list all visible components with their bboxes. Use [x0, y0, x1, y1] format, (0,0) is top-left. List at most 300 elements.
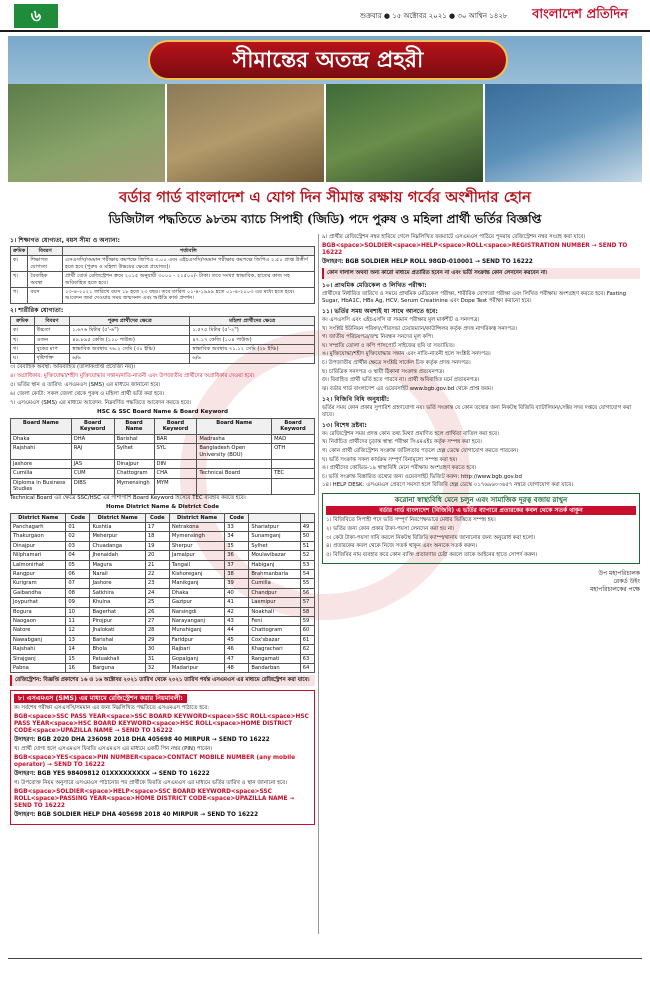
- table-header: ক্রমিক: [11, 316, 35, 325]
- table-cell: 64: [300, 664, 314, 673]
- table-cell: Manikganj: [169, 579, 224, 588]
- table-cell: 55: [300, 579, 314, 588]
- table-cell: 01: [66, 522, 90, 531]
- table-cell: 18: [145, 532, 169, 541]
- list-item: ঙ। মুক্তিযোদ্ধা/শহীদ মুক্তিযোদ্ধার সন্তান এবং নাতি-নাতনী হলে সংশ্লিষ্ট সনদপত্র।: [322, 351, 491, 358]
- table-row: [11, 541, 315, 550]
- table-row: [11, 354, 315, 363]
- table-cell: 49: [300, 522, 314, 531]
- table-cell: Sylhet: [249, 541, 300, 550]
- note-sms: ৭। এসএমএস (SMS) এর মাধ্যমে আবেদন: নিম্নবর্ণিত পদ্ধতিতে আবেদন করতে হবে।: [10, 399, 191, 406]
- table-cell: 13: [66, 635, 90, 644]
- section-12-text: ভর্তির সময় কোন প্রকার সুপারিশ গ্রহণযোগ্য নয়। ভর্তি সংক্রান্ত যে কোন তথ্যের জন্য নিকটস্থ বিজিবি ব্যাটালিয়ন/সেক্টর সদর দপ্তরে যোগাযোগ করা যাবে।: [322, 404, 632, 418]
- table-cell: Patuakhali: [90, 654, 145, 663]
- banner-photo-helicopter: [8, 84, 167, 182]
- table-cell: 45: [225, 635, 249, 644]
- note-place: ৫। ভর্তির স্থান ও তারিখ: এসএমএস (SMS) এর মাধ্যমে জানানো হবে।: [10, 381, 161, 388]
- table-cell: এসএসসি/সমমান পরীক্ষায় কমপক্ষে জিপিএ ৩.০০ এবং এইচএসসি/সমমান পরীক্ষায় কমপক্ষে জিপিএ ২.৫০ প্রাপ্ত উত্তীর্ণ হতে হবে (পুরুষ ও মহিলা উভয়ের ক্ষেত্রে প্রযোজ্য)।: [63, 256, 315, 272]
- table-cell: ৬/৬: [190, 354, 315, 363]
- table-header: মহিলা প্রার্থীদের ক্ষেত্রে: [190, 316, 315, 325]
- table-row: [11, 478, 315, 494]
- list-item: ক। রেজিস্ট্রেশন সময় প্রদত্ত কোন তথ্য মিথ্যা প্রমাণিত হলে প্রার্থিতা বাতিল করা হবে।: [322, 430, 499, 437]
- table-cell: Bhola: [90, 645, 145, 654]
- table-row: [11, 532, 315, 541]
- table-cell: 40: [225, 588, 249, 597]
- date-line: শুক্রবার ● ১৫ অক্টোবর ২০২১ ● ৩০ আশ্বিন ১৪২৮: [360, 12, 508, 20]
- table-cell: Jashore: [11, 459, 72, 468]
- table-cell: Gaibandha: [11, 588, 66, 597]
- section-12-title: ১২। বিজিবি বিধি অনুযায়ী:: [322, 395, 390, 403]
- table-cell: Jashore: [90, 579, 145, 588]
- table-cell: 52: [300, 551, 314, 560]
- table-header: Code: [225, 513, 249, 522]
- table-cell: গ।: [11, 345, 35, 354]
- table-cell: 02: [66, 532, 90, 541]
- table-cell: CUM: [71, 469, 114, 478]
- banner-photo-strip: [8, 84, 642, 182]
- banner-photo-boat: [485, 84, 642, 182]
- list-item: ৫। বিজিবির নাম ব্যবহার করে কোন ব্যক্তি প্রতারণার চেষ্টা করলে তাকে আইনের হাতে সোপর্দ করুন।: [326, 551, 538, 558]
- table-cell: 16: [66, 664, 90, 673]
- table-header: Board Name: [197, 418, 272, 434]
- fraud-warning: কোন দালাল অথবা অন্য কারো মাধ্যমে প্রতারিত হবেন না এবং ভর্তি সংক্রান্ত কোন লেনদেন করবেন না।: [322, 268, 640, 279]
- table-cell: Gopalganj: [169, 654, 224, 663]
- section-13-title: ১৩। বিশেষ দ্রষ্টব্য:: [322, 421, 367, 429]
- note-marital: ৩। বৈবাহিক অবস্থা: অবিবাহিত (তালাকপ্রাপ্ত প্রযোজ্য নয়)।: [10, 363, 136, 370]
- table-cell: 62: [300, 645, 314, 654]
- banner-photo-vehicles: [167, 84, 326, 182]
- table-cell: 07: [66, 579, 90, 588]
- table-cell: 21: [145, 560, 169, 569]
- list-item: ছ। চারিত্রিক সনদপত্র ও স্থায়ী ঠিকানা সংক্রান্ত প্রত্যয়নপত্র।: [322, 368, 445, 375]
- table-cell: খ।: [11, 272, 28, 288]
- table-cell: Rajshahi: [11, 444, 72, 460]
- table-row: [11, 459, 315, 468]
- table-cell: Cumilla: [249, 579, 300, 588]
- board-keyword-table: [10, 418, 315, 495]
- table-cell: Tangail: [169, 560, 224, 569]
- board-note: Technical Board এর ক্ষেত্রে SSC/HSC এর পাশাপাশি Board Keyword হিসেবে TEC ব্যবহার করতে হবে।: [10, 494, 246, 501]
- table-cell: Magura: [90, 560, 145, 569]
- sms-example: উদাহরণ: BGB 2020 DHA 236098 2018 DHA 405698 40 MIRPUR → SEND TO 16222: [14, 737, 270, 744]
- section-11-title: ১১। ভর্তির সময় অবশ্যই যা সাথে আনতে হবে:: [322, 308, 438, 315]
- table-cell: 10: [66, 607, 90, 616]
- banner-photo-soldiers: [326, 84, 485, 182]
- corona-notice: [322, 493, 640, 564]
- sms-title: ৮। এসএমএস (SMS) এর মাধ্যমে রেজিস্ট্রেশন করার নিয়মাবলী:: [14, 694, 187, 703]
- list-item: জ। বিবাহিত প্রার্থী ভর্তি হতে পারবে না। প্রার্থী অবিবাহিত মর্মে প্রত্যয়নপত্র।: [322, 377, 480, 384]
- table-row: [11, 626, 315, 635]
- table-cell: Joypurhat: [11, 598, 66, 607]
- table-cell: বুকের মাপ: [34, 345, 70, 354]
- table-row: [11, 588, 315, 597]
- list-item: খ। সংশ্লিষ্ট ইউনিয়ন পরিষদ/পৌরসভা চেয়ারম্যান/কাউন্সিলর কর্তৃক প্রদত্ত নাগরিকত্ব সনদপত্র।: [322, 325, 517, 332]
- table-cell: ঘ।: [11, 354, 35, 363]
- table-cell: ৬/৬: [70, 354, 190, 363]
- table-cell: Dinajpur: [114, 459, 154, 468]
- table-cell: SYL: [154, 444, 197, 460]
- table-cell: Rangpur: [11, 569, 66, 578]
- right-column: [322, 234, 640, 954]
- note-quota: ৬। জেলা কোটা: সকল জেলা থেকে পুরুষ ও মহিলা প্রার্থী ভর্তি করা হবে।: [10, 390, 165, 397]
- table-cell: 23: [145, 579, 169, 588]
- table-cell: Meherpur: [90, 532, 145, 541]
- table-cell: 39: [225, 579, 249, 588]
- table-cell: 58: [300, 607, 314, 616]
- table-cell: Mymensingh: [169, 532, 224, 541]
- table-cell: Munshiganj: [169, 626, 224, 635]
- table-cell: Rajshahi: [11, 645, 66, 654]
- table-cell: ১৩-৪-২০২১ তারিখে বয়স ১৮ হতে ২৩ বছর। তবে তারিখ ০১-৪-১৯৯৯ হতে ০১-৪-২০০৩ এর মধ্যে হতে হবে। আবেদন জমা দেওয়ার সময় জন্মসনদ এবং আইডি কার্ড প্রদর্শন।: [63, 288, 315, 304]
- table-cell: [272, 478, 315, 494]
- table-cell: স্বাভাবিক অবস্থায় ৭৬.২ সেমি (৩০ ইঞ্চি): [70, 345, 190, 354]
- table-cell: 14: [66, 645, 90, 654]
- sms-instructions: [10, 690, 315, 825]
- table-cell: বয়স: [28, 288, 63, 304]
- table-cell: Pirojpur: [90, 617, 145, 626]
- table-cell: 51: [300, 541, 314, 550]
- table-cell: 26: [145, 607, 169, 616]
- sms-format: BGB<space>SOLDIER<space>HELP<space>SSC BOARD KEYWORD<space>SSC ROLL<space>PASSING YEAR<space>HOME DISTRICT CODE<space>UPAZILLA NAME → SEND TO 16222: [14, 789, 295, 810]
- table-header: Board Keyword: [71, 418, 114, 434]
- table-cell: 29: [145, 635, 169, 644]
- sub-headline: ডিজিটাল পদ্ধতিতে ৯৮তম ব্যাচে সিপাহী (জিডি) পদে পুরুষ ও মহিলা প্রার্থী ভর্তির বিজ্ঞপ্তি: [108, 212, 542, 226]
- table-cell: 31: [145, 654, 169, 663]
- table-cell: [197, 459, 272, 468]
- table-cell: Jamalpur: [169, 551, 224, 560]
- table-cell: 50: [300, 532, 314, 541]
- sms-step: গ। উপরোক্ত নিয়ম অনুসারে এসএমএস পাঠানোর পর প্রার্থীকে ফিরতি এসএমএস এর মাধ্যমে ভর্তির তারিখ ও স্থান জানানো হবে।: [14, 780, 288, 787]
- table-cell: Laxmipur: [249, 598, 300, 607]
- table-cell: প্রার্থী বোর্ড রেজিস্ট্রেশন ক্রমে ২০১৫ অনুযায়ী ৩০০০ - ২১৫০০/- টাকা। তবে সংখ্যা স্বাভাবিক, হাতের কাজ সহ অবিবাহিত হতে হবে।: [63, 272, 315, 288]
- signature-line: উপ মহাপরিচালক: [598, 570, 640, 578]
- table-cell: 17: [145, 522, 169, 531]
- table-row: [11, 598, 315, 607]
- table-header: [300, 513, 314, 522]
- table-cell: 56: [300, 588, 314, 597]
- table-row: [11, 335, 315, 344]
- table-cell: 19: [145, 541, 169, 550]
- corona-title: করোনা স্বাস্থ্যবিধি মেনে চলুন এবং সামাজিক দূরত্ব বজায় রাখুন: [394, 496, 568, 505]
- table-cell: 25: [145, 598, 169, 607]
- table-header: বিবরণ: [34, 316, 70, 325]
- table-cell: Khagrachari: [249, 645, 300, 654]
- list-item: গ। জাতীয় পরিচয়পত্র/জন্ম নিবন্ধন সনদের মূল কপি।: [322, 334, 434, 341]
- left-column: [10, 234, 315, 954]
- footer-rule: [8, 958, 642, 959]
- table-cell: Netrakona: [169, 522, 224, 531]
- table-row: [11, 560, 315, 569]
- table-cell: [272, 459, 315, 468]
- table-cell: 28: [145, 626, 169, 635]
- table-cell: Gazipur: [169, 598, 224, 607]
- table-cell: 47: [225, 654, 249, 663]
- registration-note: রেজিস্ট্রেশন: বিজ্ঞপ্তি প্রকাশের ১৬ ও ১৬ অক্টোবর ২০২১ তারিখ থেকে ২০২১ তারিখ পর্যন্ত এসএমএস এর মাধ্যমে রেজিস্ট্রেশন করা যাবে।: [10, 675, 315, 686]
- table-cell: Narayanganj: [169, 617, 224, 626]
- list-item: ঘ। সম্প্রতি তোলা ৫ কপি পাসপোর্ট সাইজের ছবি যা সত্যায়িত।: [322, 342, 455, 349]
- table-cell: দৃষ্টিশক্তি: [34, 354, 70, 363]
- table-cell: 27: [145, 617, 169, 626]
- table-cell: ১.৬৭৬ মিটার (৫'-৬"): [70, 326, 190, 335]
- table-header: [249, 513, 300, 522]
- table-cell: Mymensingh: [114, 478, 154, 494]
- table-cell: স্বাভাবিক অবস্থায় ৭১.১২ সেমি (২৮ ইঞ্চি): [190, 345, 315, 354]
- table-row: [11, 469, 315, 478]
- table-row: [11, 654, 315, 663]
- table-cell: Bandarban: [249, 664, 300, 673]
- note-priority: ৪। অগ্রাধিকার: মুক্তিযোদ্ধা/শহীদ মুক্তিযোদ্ধার সন্তান/নাতি-নাতনী এবং উপজাতীয় প্রার্থীদের অগ্রাধিকার দেওয়া হবে।: [10, 372, 255, 379]
- section-2-title: ২। শারীরিক যোগ্যতা:: [10, 306, 64, 314]
- table-cell: ক।: [11, 256, 28, 272]
- page-number: ৬: [14, 4, 58, 28]
- table-cell: 57: [300, 598, 314, 607]
- table-row: [11, 272, 315, 288]
- table-cell: 12: [66, 626, 90, 635]
- list-item: ২। ভর্তির জন্য কোন প্রকার টাকা-পয়সা লেনদেন করা হয় না।: [326, 525, 455, 532]
- table-cell: 22: [145, 569, 169, 578]
- table-cell: 32: [145, 664, 169, 673]
- district-code-table: [10, 513, 315, 674]
- table-cell: খ।: [11, 335, 35, 344]
- table-cell: Kurigram: [11, 579, 66, 588]
- section-10-text: প্রার্থীদের নির্ধারিত তারিখে ও সময়ে প্রাথমিক মেডিকেল পরীক্ষা, শারীরিক যোগ্যতা পরীক্ষা এবং লিখিত পরীক্ষায় অংশগ্রহণ করতে হবে। Fasting Sugar, HbA1C, HBs Ag, HCV, Serum Creatinine এবং Dope Test পরীক্ষা করানো হবে।: [322, 291, 627, 304]
- table-cell: 11: [66, 617, 90, 626]
- table-row: [11, 345, 315, 354]
- table-header: পুরুষ প্রার্থীদের ক্ষেত্রে: [70, 316, 190, 325]
- table-cell: Pabna: [11, 664, 66, 673]
- table-cell: Chandpur: [249, 588, 300, 597]
- table-cell: Moulavibazar: [249, 551, 300, 560]
- table-cell: উচ্চতা: [34, 326, 70, 335]
- right-intro: ৯। প্রার্থীর রেজিস্ট্রেশন নম্বর হারিয়ে গেলে নিম্নলিখিত ফরম্যাটে এসএমএস পাঠিয়ে পুনরায় রেজিস্ট্রেশন নম্বর সংগ্রহ করা যাবে।: [322, 234, 586, 240]
- table-cell: 08: [66, 588, 90, 597]
- table-row: [11, 288, 315, 304]
- table-cell: Dhaka: [169, 588, 224, 597]
- table-cell: Bangladesh Open University (BOU): [197, 444, 272, 460]
- table-cell: 46: [225, 645, 249, 654]
- table-cell: 34: [225, 532, 249, 541]
- table-cell: 33: [225, 522, 249, 531]
- table-cell: 04: [66, 551, 90, 560]
- signature-line: রেকর্ড উইং: [613, 578, 640, 586]
- table-cell: Kishoreganj: [169, 569, 224, 578]
- table-row: [11, 617, 315, 626]
- table-cell: DHA: [71, 434, 114, 443]
- table-cell: Habiganj: [249, 560, 300, 569]
- list-item: ঙ। প্রার্থীদের কোভিড-১৯ স্বাস্থ্যবিধি মেনে পরীক্ষায় অংশগ্রহণ করতে হবে।: [322, 465, 477, 472]
- table-cell: Nawabganj: [11, 635, 66, 644]
- table-row: [11, 607, 315, 616]
- table-header: Board Name: [11, 418, 72, 434]
- board-table-title: HSC & SSC Board Name & Board Keyword: [97, 408, 228, 415]
- table-cell: OTH: [272, 444, 315, 460]
- table-header: Code: [145, 513, 169, 522]
- table-cell: Sirajganj: [11, 654, 66, 663]
- table-cell: Khulna: [90, 598, 145, 607]
- table-cell: Dhaka: [11, 434, 72, 443]
- table-cell: Feni: [249, 617, 300, 626]
- help-sms-example: উদাহরণ: BGB SOLDIER HELP ROLL 98GD-010001 → SEND TO 16222: [322, 259, 533, 265]
- table-cell: BAR: [154, 434, 197, 443]
- table-cell: Technical Board: [197, 469, 272, 478]
- table-row: [11, 444, 315, 460]
- list-item: চ। ভর্তি সংক্রান্ত বিস্তারিত তথ্যের জন্য ওয়েবসাইট ভিজিট করুন: http://www.bgb.gov.bd: [322, 473, 522, 480]
- table-cell: Jhenaidah: [90, 551, 145, 560]
- table-cell: Kushtia: [90, 522, 145, 531]
- page-header: [0, 0, 650, 32]
- table-cell: Cox'sbazar: [249, 635, 300, 644]
- table-cell: Bagerhat: [90, 607, 145, 616]
- sms-format: BGB<space>SSC PASS YEAR<space>SSC BOARD KEYWORD<space>SSC ROLL<space>HSC PASS YEAR<space>HSC BOARD KEYWORD<space>HSC ROLL<space>HOME DISTRICT CODE<space>UPAZILLA NAME → SEND TO 16222: [14, 714, 309, 735]
- table-cell: Diploma in Business Studies: [11, 478, 72, 494]
- physical-table: [10, 316, 315, 364]
- table-cell: Lalmonirhat: [11, 560, 66, 569]
- table-cell: Rangamati: [249, 654, 300, 663]
- table-cell: Shariatpur: [249, 522, 300, 531]
- list-item: ৩। কেউ টাকা-পয়সা দাবি করলে নিকটস্থ বিজিবি ক্যাম্প/থানায় জানানোর জন্য অনুরোধ করা হলো।: [326, 534, 536, 541]
- list-item: ১। বিজিবিতে সিপাহী পদে ভর্তি সম্পূর্ণ নিরপেক্ষভাবে মেধার ভিত্তিতে সম্পন্ন হয়।: [326, 517, 496, 524]
- table-header: Board Name: [114, 418, 154, 434]
- table-cell: Noakhali: [249, 607, 300, 616]
- newspaper-masthead: বাংলাদেশ প্রতিদিন: [532, 7, 628, 22]
- table-cell: ক।: [11, 326, 35, 335]
- table-cell: ৪৭.১৭ কেজি (১০৪ পাউন্ড): [190, 335, 315, 344]
- list-item: ঘ। ভর্তি সংক্রান্ত সকল কার্যক্রম সম্পূর্ণ বিনামূল্যে সম্পন্ন করা হয়।: [322, 456, 458, 463]
- table-cell: Bogura: [11, 607, 66, 616]
- table-row: [11, 256, 315, 272]
- table-cell: 35: [225, 541, 249, 550]
- table-row: [11, 635, 315, 644]
- table-row: [11, 579, 315, 588]
- table-cell: Cumilla: [11, 469, 72, 478]
- sms-format: BGB<space>YES<space>PIN NUMBER<space>CONTACT MOBILE NUMBER (any mobile operator) → SEND TO 16222: [14, 755, 296, 769]
- table-cell: 30: [145, 645, 169, 654]
- table-cell: Sherpur: [169, 541, 224, 550]
- table-row: [11, 645, 315, 654]
- table-cell: 03: [66, 541, 90, 550]
- banner-title: সীমান্তের অতন্দ্র প্রহরী: [148, 40, 508, 80]
- district-table-title: Home District Name & District Code: [105, 503, 220, 510]
- table-cell: 43: [225, 617, 249, 626]
- table-header: শর্তাবলি: [63, 247, 315, 256]
- section-10-title: ১০। প্রাথমিক মেডিকেল ও লিখিত পরীক্ষা:: [322, 282, 427, 289]
- district-rows: [11, 522, 315, 673]
- table-cell: ৪৯.৮৯৫ কেজি (১১০ পাউন্ড): [70, 335, 190, 344]
- table-row: [11, 569, 315, 578]
- qualification-table: [10, 246, 315, 304]
- table-cell: Sylhet: [114, 444, 154, 460]
- table-cell: 37: [225, 560, 249, 569]
- sms-example: উদাহরণ: BGB YES 98409812 01XXXXXXXXX → SEND TO 16222: [14, 771, 210, 778]
- table-header: District Name: [11, 513, 66, 522]
- list-item: ৪। প্রতারকের কবল থেকে নিজে সতর্ক থাকুন এবং অন্যকে সতর্ক করুন।: [326, 543, 477, 550]
- table-cell: Chattogram: [114, 469, 154, 478]
- signature-block: [322, 570, 640, 594]
- table-cell: Chattogram: [249, 626, 300, 635]
- table-cell: DIBS: [71, 478, 114, 494]
- photo-banner: [8, 36, 642, 182]
- table-cell: [197, 478, 272, 494]
- table-cell: Sunamganj: [249, 532, 300, 541]
- table-cell: MYM: [154, 478, 197, 494]
- table-cell: 20: [145, 551, 169, 560]
- table-cell: ১.৫৭৫ মিটার (৫'-২"): [190, 326, 315, 335]
- table-header: District Name: [169, 513, 224, 522]
- table-cell: বৈবাহিক অবস্থা: [28, 272, 63, 288]
- list-item: ঝ। বর্ডার গার্ড বাংলাদেশ এর ওয়েবসাইট www.bgb.gov.bd থেকে প্রাপ্ত ফরম।: [322, 385, 493, 392]
- table-cell: JAS: [71, 459, 114, 468]
- table-cell: 61: [300, 635, 314, 644]
- table-cell: 59: [300, 617, 314, 626]
- table-cell: Nilphamari: [11, 551, 66, 560]
- main-headline: বর্ডার গার্ড বাংলাদেশ এ যোগ দিন সীমান্ত রক্ষায় গর্বের অংশীদার হোন: [119, 188, 531, 206]
- table-cell: Barishal: [114, 434, 154, 443]
- table-cell: Jhalokati: [90, 626, 145, 635]
- table-row: [11, 522, 315, 531]
- table-cell: Brahmanbaria: [249, 569, 300, 578]
- help-desk: ১৪। HELP DESK: এসএমএস প্রেরণে সমস্যা হলে বিজিবি হেল্প ডেস্কে ০১৭৬৯৬০৩৬৫৭ নম্বরে যোগাযোগ করা যাবে।: [322, 482, 574, 489]
- table-cell: MAD: [272, 434, 315, 443]
- table-header: ক্রমিক: [11, 247, 28, 256]
- table-header: Board Keyword: [154, 418, 197, 434]
- table-cell: Natore: [11, 626, 66, 635]
- table-row: [11, 664, 315, 673]
- fraud-alert-title: বর্ডার গার্ড বাংলাদেশ (বিজিবি) এ ভর্তির ব্যাপারে প্রতারকের কবল থেকে সতর্ক থাকুন: [326, 506, 636, 515]
- table-cell: ওজন: [34, 335, 70, 344]
- table-cell: Narail: [90, 569, 145, 578]
- table-cell: Madrasha: [197, 434, 272, 443]
- table-cell: শিক্ষাগত যোগ্যতা: [28, 256, 63, 272]
- table-cell: 53: [300, 560, 314, 569]
- list-item: চ। উপজাতীয় প্রার্থীর ক্ষেত্রে সংশ্লিষ্ট সার্কেল চিফ কর্তৃক প্রদত্ত সনদপত্র।: [322, 359, 471, 366]
- table-cell: 36: [225, 551, 249, 560]
- table-cell: TEC: [272, 469, 315, 478]
- table-row: [11, 326, 315, 335]
- table-row: [11, 551, 315, 560]
- sms-example: উদাহরণ: BGB SOLDIER HELP DHA 405698 2018 40 MIRPUR → SEND TO 16222: [14, 812, 259, 819]
- table-cell: Dinajpur: [11, 541, 66, 550]
- table-cell: Naogaon: [11, 617, 66, 626]
- table-row: [11, 434, 315, 443]
- table-header: বিবরণ: [28, 247, 63, 256]
- table-cell: 06: [66, 569, 90, 578]
- sms-step: খ। প্রার্থী যোগ্য হলে এসএমএস ফিরতি এসএমএস এর মাধ্যমে একটি পিন নম্বর (PIN) পাবেন।: [14, 746, 213, 753]
- table-header: District Name: [90, 513, 145, 522]
- sms-step: ক। সর্বশেষ পরীক্ষা এসএসসি/সমমান এর জন্য নিম্নলিখিত পদ্ধতিতে এসএমএস পাঠাতে হবে:: [14, 705, 210, 712]
- table-cell: Madaripur: [169, 664, 224, 673]
- table-cell: DIN: [154, 459, 197, 468]
- table-cell: 44: [225, 626, 249, 635]
- table-cell: Panchagarh: [11, 522, 66, 531]
- table-cell: 63: [300, 654, 314, 663]
- table-cell: গ।: [11, 288, 28, 304]
- section-1-title: ১। শিক্ষাগত যোগ্যতা, বয়স সীমা ও অন্যান্য:: [10, 237, 121, 244]
- help-sms-format: BGB<space>SOLDIER<space>HELP<space>ROLL<space>REGISTRATION NUMBER → SEND TO 16222: [322, 243, 628, 256]
- table-cell: 15: [66, 654, 90, 663]
- table-cell: 48: [225, 664, 249, 673]
- table-cell: CHA: [154, 469, 197, 478]
- table-cell: Chuadanga: [90, 541, 145, 550]
- list-item: খ। নির্বাচিত প্রার্থীদের চূড়ান্ত স্বাস্থ্য পরীক্ষা সিএমএইচ কর্তৃক সম্পন্ন করা হবে।: [322, 439, 482, 446]
- table-cell: Thakurgaon: [11, 532, 66, 541]
- table-header: Code: [66, 513, 90, 522]
- table-cell: 38: [225, 569, 249, 578]
- table-cell: 41: [225, 598, 249, 607]
- table-cell: 42: [225, 607, 249, 616]
- table-cell: RAJ: [71, 444, 114, 460]
- list-item: ক। এসএসসি এবং এইচএসসি বা সমমান পরীক্ষার মূল মার্কশীট ও সনদপত্র।: [322, 317, 480, 323]
- table-cell: Narsingdi: [169, 607, 224, 616]
